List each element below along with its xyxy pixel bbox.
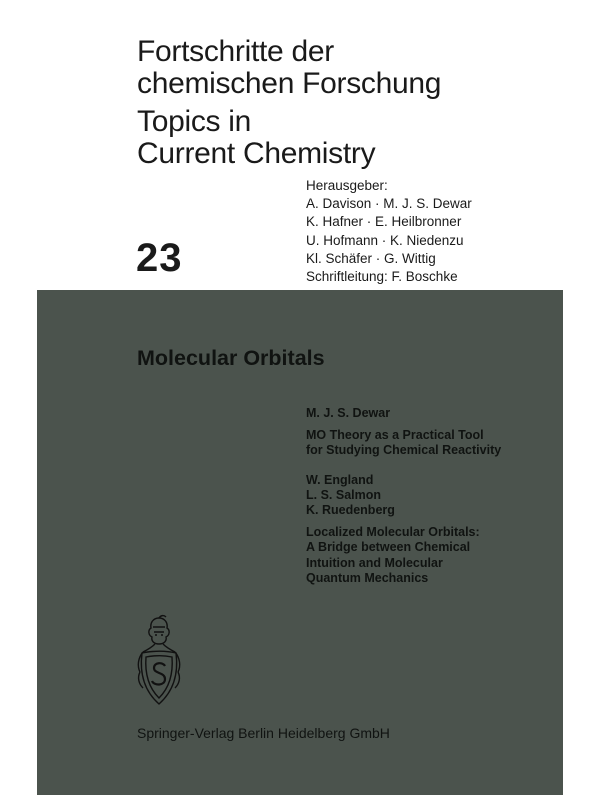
editors-line: A. Davison · M. J. S. Dewar — [306, 196, 472, 212]
volume-title: Molecular Orbitals — [137, 346, 325, 370]
series-title-line: Topics in — [137, 105, 252, 138]
managing-editor: Schriftleitung: F. Boschke — [306, 269, 458, 285]
author-name: K. Ruedenberg — [306, 503, 395, 518]
contribution-title-line: Localized Molecular Orbitals: — [306, 525, 480, 540]
contribution-title — [306, 525, 501, 586]
contribution-authors — [306, 406, 501, 421]
editors-line: Kl. Schäfer · G. Wittig — [306, 250, 436, 266]
series-title-line: chemischen Forschung — [137, 67, 442, 100]
author-name: M. J. S. Dewar — [306, 406, 391, 420]
series-title-line: Fortschritte der — [137, 35, 334, 68]
contribution-title-line: Intuition and Molecular — [306, 555, 443, 570]
contribution-title-line: A Bridge between Chemical — [306, 540, 471, 555]
springer-knight-logo-icon — [133, 614, 185, 710]
editors-line: K. Hafner · E. Heilbronner — [306, 214, 462, 230]
publisher-imprint: Springer-Verlag Berlin Heidelberg GmbH — [137, 725, 390, 741]
editors-line: U. Hofmann · K. Niedenzu — [306, 232, 464, 248]
series-title — [137, 36, 441, 170]
editors-block — [306, 177, 472, 286]
volume-number: 23 — [136, 236, 183, 280]
contribution-title-line: MO Theory as a Practical Tool — [306, 428, 484, 443]
author-name: W. England — [306, 472, 374, 487]
contribution-title-line: for Studying Chemical Reactivity — [306, 443, 502, 458]
series-title-line: Current Chemistry — [137, 137, 376, 170]
author-name: L. S. Salmon — [306, 487, 382, 502]
contribution-title — [306, 428, 501, 458]
contents-list — [306, 406, 501, 600]
contribution-title-line: Quantum Mechanics — [306, 570, 429, 585]
editors-heading: Herausgeber: — [306, 178, 388, 193]
contribution-authors — [306, 473, 501, 519]
